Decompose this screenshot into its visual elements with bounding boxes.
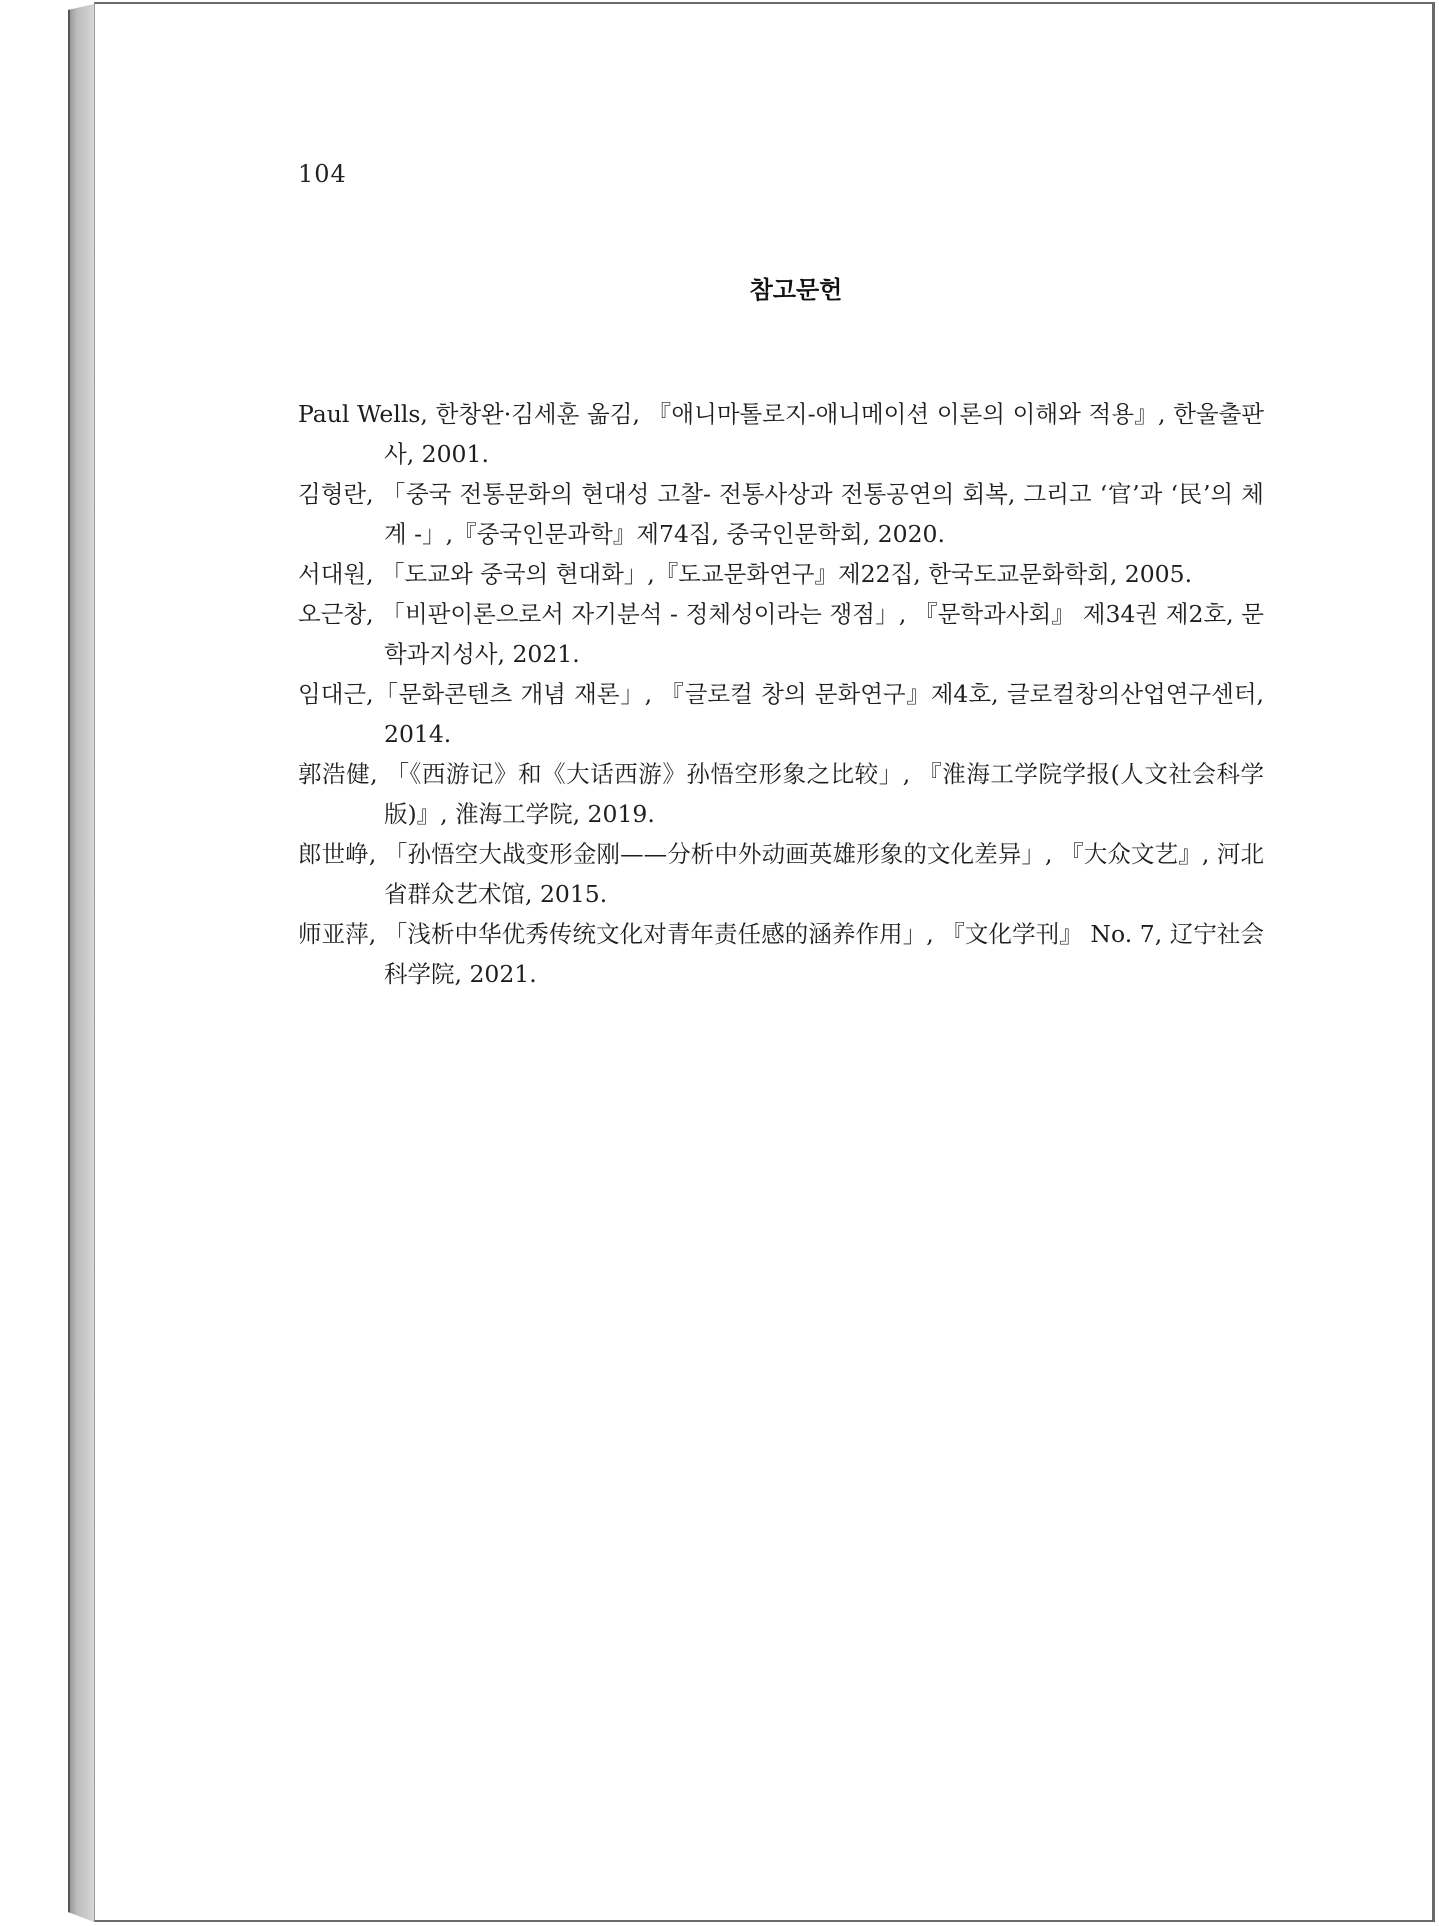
page-stack-edge	[68, 4, 94, 1922]
reference-item: 오근창, 「비판이론으로서 자기분석 - 정체성이라는 쟁점」, 『문학과사회』 제34권 제2호, 문학과지성사, 2021.	[298, 600, 1264, 668]
reference-item: 师亚萍, 「浅析中华优秀传统文化对青年责任感的涵养作用」, 『文化学刊』 No. 7, 辽宁社会科学院, 2021.	[298, 920, 1264, 988]
reference-item: 임대근,「문화콘텐츠 개념 재론」, 『글로컬 창의 문화연구』제4호, 글로컬창의산업연구센터, 2014.	[298, 680, 1264, 748]
page-number: 104	[298, 160, 347, 188]
reference-item: 김형란, 「중국 전통문화의 현대성 고찰- 전통사상과 전통공연의 회복, 그리고 ‘官’과 ‘民’의 체계 -」,『중국인문과학』제74집, 중국인문학회, 2020.	[298, 480, 1264, 548]
reference-item: 郎世峥, 「孙悟空大战变形金刚——分析中外动画英雄形象的文化差异」, 『大众文艺』, 河北省群众艺术馆, 2015.	[298, 840, 1264, 908]
reference-item: Paul Wells, 한창완·김세훈 옮김, 『애니마톨로지-애니메이션 이론의 이해와 적용』, 한울출판사, 2001.	[298, 400, 1264, 468]
reference-item: 郭浩健, 「《西游记》和《大话西游》孙悟空形象之比较」, 『淮海工学院学报(人文社会科学版)』, 淮海工学院, 2019.	[298, 760, 1264, 828]
reference-item: 서대원, 「도교와 중국의 현대화」,『도교문화연구』제22집, 한국도교문화학회, 2005.	[298, 560, 1193, 588]
reference-list	[298, 394, 1264, 994]
section-title: 참고문헌	[749, 275, 843, 304]
